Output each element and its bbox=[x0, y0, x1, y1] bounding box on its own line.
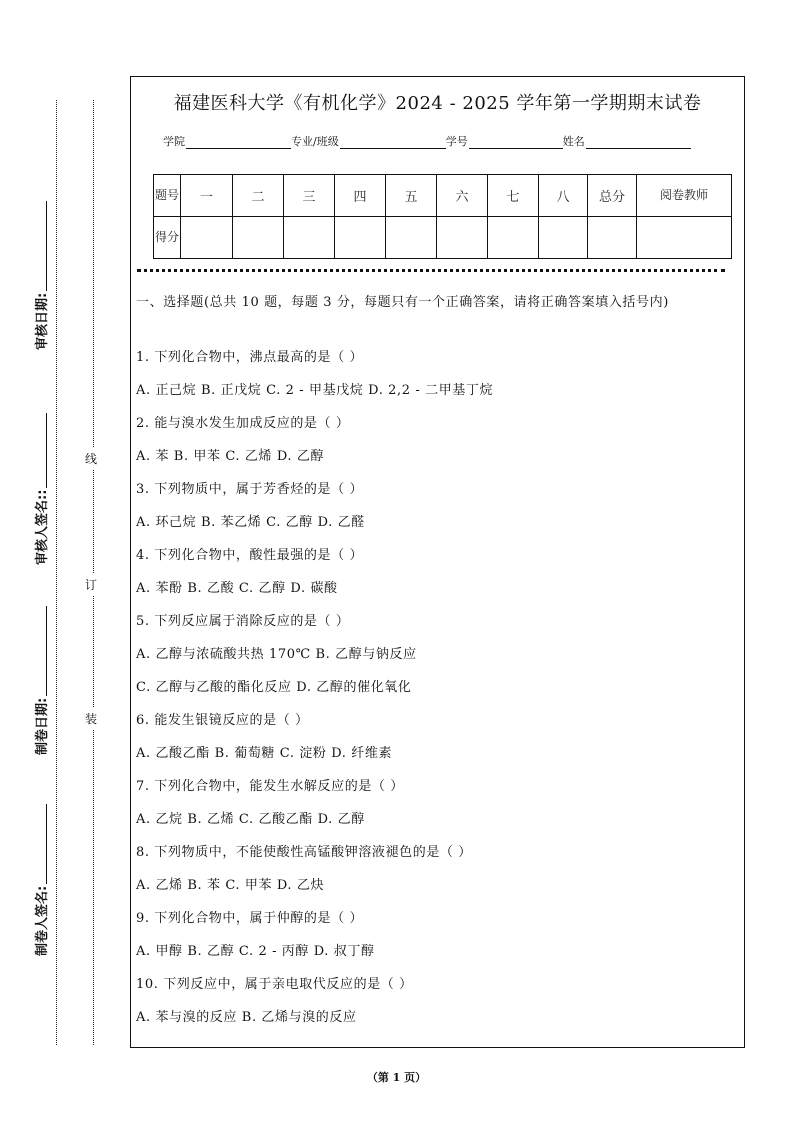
student-info-row bbox=[163, 133, 691, 149]
question-line: 8. 下列物质中，不能使酸性高锰酸钾溶液褪色的是（ ） bbox=[136, 845, 472, 860]
option-line: A. 苯酚 B. 乙酸 C. 乙醇 D. 碳酸 bbox=[136, 581, 338, 596]
maker-date-label bbox=[30, 595, 50, 755]
score-cell[interactable] bbox=[386, 217, 437, 259]
score-cell-total[interactable] bbox=[588, 217, 637, 259]
maker-sign-text: 制卷人签名: bbox=[34, 885, 50, 956]
reviewer-sign-blank bbox=[34, 413, 47, 488]
question-line: 4. 下列化合物中，酸性最强的是（ ） bbox=[136, 548, 364, 563]
option-line: A. 乙烷 B. 乙烯 C. 乙酸乙酯 D. 乙醇 bbox=[136, 812, 365, 827]
score-cell[interactable] bbox=[335, 217, 386, 259]
option-line: A. 正己烷 B. 正戊烷 C. 2 - 甲基戊烷 D. 2,2 - 二甲基丁烷 bbox=[136, 383, 494, 398]
question-line: 6. 能发生银镜反应的是（ ） bbox=[136, 713, 309, 728]
binding-word-line: 线 bbox=[85, 448, 97, 469]
score-table-score-row bbox=[154, 217, 732, 259]
reviewer-sign-text: 审核人签名:: bbox=[34, 489, 50, 565]
score-cell[interactable] bbox=[284, 217, 335, 259]
option-line: A. 甲醇 B. 乙醇 C. 2 - 丙醇 D. 叔丁醇 bbox=[136, 944, 375, 959]
major-label: 专业/班级 bbox=[291, 135, 339, 148]
exam-frame bbox=[130, 76, 745, 1048]
name-blank[interactable] bbox=[586, 136, 691, 149]
col-7: 七 bbox=[488, 175, 539, 217]
reviewer-sign-label bbox=[30, 405, 50, 565]
option-line: A. 乙酸乙酯 B. 葡萄糖 C. 淀粉 D. 纤维素 bbox=[136, 746, 393, 761]
score-cell[interactable] bbox=[233, 217, 284, 259]
college-label: 学院 bbox=[163, 135, 185, 148]
col-3: 三 bbox=[284, 175, 335, 217]
name-label: 姓名 bbox=[562, 135, 585, 148]
score-cell[interactable] bbox=[539, 217, 588, 259]
maker-date-blank bbox=[34, 606, 47, 696]
question-line: 2. 能与溴水发生加成反应的是（ ） bbox=[136, 416, 350, 431]
question-line: 7. 下列化合物中，能发生水解反应的是（ ） bbox=[136, 779, 404, 794]
maker-sign-blank bbox=[34, 804, 47, 884]
score-table-header-row bbox=[154, 175, 732, 217]
row-label-score: 得分 bbox=[154, 217, 181, 259]
col-6: 六 bbox=[437, 175, 488, 217]
question-line: 3. 下列物质中，属于芳香烃的是（ ） bbox=[136, 482, 364, 497]
col-reviewer: 阅卷教师 bbox=[637, 175, 732, 217]
option-line: A. 苯 B. 甲苯 C. 乙烯 D. 乙醇 bbox=[136, 449, 325, 464]
reviewer-date-text: 审核日期: bbox=[34, 292, 50, 350]
col-8: 八 bbox=[539, 175, 588, 217]
reviewer-date-label bbox=[30, 190, 50, 350]
score-cell[interactable] bbox=[437, 217, 488, 259]
maker-date-text: 制卷日期: bbox=[34, 697, 50, 755]
score-cell-reviewer[interactable] bbox=[637, 217, 732, 259]
col-4: 四 bbox=[335, 175, 386, 217]
score-table bbox=[153, 174, 732, 259]
reviewer-date-blank bbox=[34, 201, 47, 291]
option-line: A. 乙醇与浓硫酸共热 170℃ B. 乙醇与钠反应 bbox=[136, 647, 417, 662]
binding-word-zhuang: 装 bbox=[85, 708, 97, 729]
option-line: A. 乙烯 B. 苯 C. 甲苯 D. 乙炔 bbox=[136, 878, 325, 893]
dotted-separator bbox=[137, 269, 725, 272]
option-line: C. 乙醇与乙酸的酯化反应 D. 乙醇的催化氧化 bbox=[136, 680, 412, 695]
col-1: 一 bbox=[181, 175, 233, 217]
student-id-label: 学号 bbox=[445, 135, 468, 148]
score-cell[interactable] bbox=[181, 217, 233, 259]
row-label-question-no: 题号 bbox=[154, 175, 181, 217]
student-id-blank[interactable] bbox=[469, 136, 563, 149]
col-total: 总分 bbox=[588, 175, 637, 217]
binding-dotted-line-outer bbox=[56, 100, 57, 1045]
question-line: 10. 下列反应中，属于亲电取代反应的是（ ） bbox=[136, 977, 413, 992]
binding-dotted-line-inner bbox=[93, 100, 94, 1045]
binding-word-ding: 订 bbox=[85, 574, 97, 595]
exam-title: 福建医科大学《有机化学》2024 - 2025 学年第一学期期末试卷 bbox=[173, 93, 702, 114]
college-blank[interactable] bbox=[186, 136, 291, 149]
score-cell[interactable] bbox=[488, 217, 539, 259]
option-line: A. 环己烷 B. 苯乙烯 C. 乙醇 D. 乙醛 bbox=[136, 515, 365, 530]
col-5: 五 bbox=[386, 175, 437, 217]
question-line: 9. 下列化合物中，属于仲醇的是（ ） bbox=[136, 911, 364, 926]
col-2: 二 bbox=[233, 175, 284, 217]
page-number: （第 1 页） bbox=[366, 1071, 427, 1084]
option-line: A. 苯与溴的反应 B. 乙烯与溴的反应 bbox=[136, 1010, 357, 1025]
major-blank[interactable] bbox=[340, 136, 446, 149]
maker-sign-label bbox=[30, 796, 50, 956]
question-line: 1. 下列化合物中，沸点最高的是（ ） bbox=[136, 350, 364, 365]
section-heading: 一、选择题(总共 10 题，每题 3 分，每题只有一个正确答案，请将正确答案填入括号内) bbox=[136, 295, 669, 310]
question-line: 5. 下列反应属于消除反应的是（ ） bbox=[136, 614, 350, 629]
